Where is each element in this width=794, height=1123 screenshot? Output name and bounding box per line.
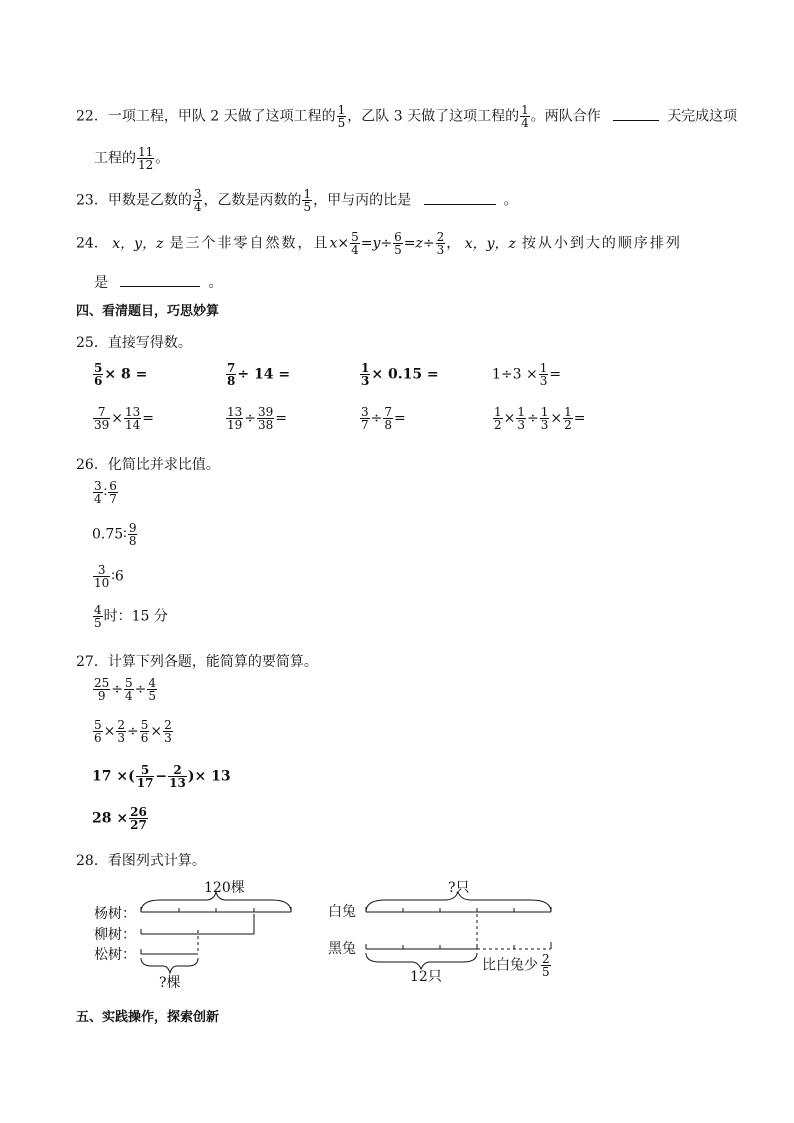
fraction: $\frac{1}{3}$: [540, 405, 549, 432]
fraction: $\frac{1}{5}$: [337, 103, 346, 130]
fraction: $\frac{5}{6}$: [94, 361, 103, 388]
fraction: $\frac{2}{3}$: [117, 718, 126, 745]
calc-item: 17 ×( $\frac{5}{17}$ − $\frac{2}{13}$ )× 13: [92, 763, 231, 790]
label-total-trees: 120棵: [204, 880, 245, 896]
fraction: $\frac{5}{4}$: [351, 230, 359, 257]
fraction: $\frac{1}{4}$: [521, 103, 529, 130]
fraction: $\frac{13}{19}$: [227, 405, 243, 432]
fraction: $\frac{3}{7}$: [361, 405, 369, 432]
question-22-line2: 工程的 $\frac{11}{12}$ 。: [94, 145, 170, 172]
label-black-rabbit: 黑兔: [328, 941, 356, 957]
fraction: $\frac{2}{13}$: [169, 763, 186, 790]
answer-blank[interactable]: [424, 192, 496, 205]
calc-item: 28 × $\frac{26}{27}$: [92, 805, 147, 832]
question-24: 24． x，y，z 是三个非零自然数，且x× $\frac{5}{4}$ =y÷ $\frac{6}{5}$ =z÷ $\frac{2}{3}$ ， x，y，z 按从小到大的顺序排列: [76, 230, 682, 257]
calc-item: $\frac{5}{6}$ × 8 =: [94, 361, 148, 388]
fraction: $\frac{1}{2}$: [494, 405, 502, 432]
fraction: $\frac{5}{6}$: [140, 718, 149, 745]
fraction: $\frac{1}{3}$: [517, 405, 526, 432]
fraction: $\frac{1}{5}$: [303, 187, 312, 214]
ratio-item: $\frac{3}{10}$ ∶6: [94, 563, 124, 590]
fraction: $\frac{1}{2}$: [564, 405, 572, 432]
section-5-heading: 五、实践操作，探索创新: [76, 1010, 220, 1025]
fraction: $\frac{3}{4}$: [94, 479, 102, 506]
label-unknown-trees: ?棵: [159, 975, 181, 991]
calc-item: $\frac{7}{39}$ × $\frac{13}{14}$ =: [94, 405, 155, 432]
ratio-item: 0.75∶ $\frac{9}{8}$: [92, 521, 137, 548]
label-liu: 柳树：: [94, 927, 136, 943]
fraction: $\frac{4}{5}$: [148, 676, 157, 703]
fraction: $\frac{5}{4}$: [125, 676, 133, 703]
calc-item: $\frac{13}{19}$ ÷ $\frac{39}{38}$ =: [227, 405, 288, 432]
fraction: $\frac{2}{3}$: [164, 718, 172, 745]
brace-bottom-left: [141, 958, 198, 973]
section-4-heading: 四、看清题目，巧思妙算: [76, 304, 220, 319]
fraction: $\frac{3}{10}$: [94, 563, 110, 590]
calc-item: $\frac{1}{2}$ × $\frac{1}{3}$ ÷ $\frac{1}{3}$ × $\frac{1}{2}$ =: [494, 405, 586, 432]
fraction: $\frac{39}{38}$: [258, 405, 274, 432]
fraction: $\frac{7}{39}$: [94, 405, 110, 432]
question-24-line2: 是 。: [94, 275, 223, 291]
fraction: $\frac{25}{9}$: [94, 676, 110, 703]
fraction: $\frac{6}{7}$: [109, 479, 117, 506]
calc-item: $\frac{25}{9}$ ÷ $\frac{5}{4}$ ÷ $\frac{4}{5}$: [94, 676, 157, 703]
calc-item: $\frac{1}{3}$ × 0.15 =: [361, 361, 439, 388]
fraction: $\frac{2}{5}$: [542, 952, 550, 979]
calc-item: $\frac{7}{8}$ ÷ 14 =: [227, 361, 291, 388]
fraction: $\frac{26}{27}$: [130, 805, 147, 832]
fraction: $\frac{7}{8}$: [384, 405, 393, 432]
calc-item: 1÷3 × $\frac{1}{3}$ =: [492, 361, 562, 388]
fraction: $\frac{13}{14}$: [125, 405, 141, 432]
label-yang: 杨树：: [94, 906, 136, 922]
label-less-than-white: 比白兔少 $\frac{2}{5}$: [482, 952, 550, 979]
fraction: $\frac{7}{8}$: [227, 361, 236, 388]
fraction: $\frac{3}{4}$: [193, 187, 202, 214]
fraction: $\frac{5}{6}$: [94, 718, 102, 745]
question-26-title: 26．化简比并求比值。: [76, 457, 220, 473]
question-28-title: 28．看图列式计算。: [76, 853, 206, 869]
fraction: $\frac{9}{8}$: [128, 521, 137, 548]
question-27-title: 27．计算下列各题，能简算的要简算。: [76, 654, 318, 670]
label-total-rabbits: ?只: [448, 880, 470, 896]
fraction: $\frac{1}{3}$: [539, 361, 548, 388]
fraction: $\frac{4}{5}$: [94, 603, 102, 630]
calc-item: $\frac{3}{7}$ ÷ $\frac{7}{8}$ =: [361, 405, 406, 432]
calc-item: $\frac{5}{6}$ × $\frac{2}{3}$ ÷ $\frac{5}{6}$ × $\frac{2}{3}$: [94, 718, 172, 745]
label-white-rabbit: 白兔: [328, 904, 356, 920]
fraction: $\frac{1}{3}$: [361, 361, 370, 388]
ratio-item: $\frac{3}{4}$ ∶ $\frac{6}{7}$: [94, 479, 117, 506]
answer-blank[interactable]: [120, 274, 200, 287]
question-23: 23．甲数是乙数的 $\frac{3}{4}$ ，乙数是丙数的 $\frac{1}{5}$ ，甲与丙的比是 。: [76, 187, 518, 214]
question-25-title: 25．直接写得数。: [76, 335, 192, 351]
fraction: $\frac{5}{17}$: [136, 763, 154, 790]
ratio-item: $\frac{4}{5}$ 时：15 分: [94, 603, 168, 630]
question-22: 22．一项工程，甲队 2 天做了这项工程的 $\frac{1}{5}$ ，乙队 3 天做了这项工程的 $\frac{1}{4}$ 。两队合作 天完成这项: [76, 103, 738, 130]
label-rabbit-count: 12只: [410, 969, 442, 985]
answer-blank[interactable]: [613, 108, 659, 121]
fraction: $\frac{6}{5}$: [394, 230, 402, 257]
fraction: $\frac{2}{3}$: [436, 230, 445, 257]
label-song: 松树：: [94, 947, 136, 963]
fraction: $\frac{11}{12}$: [138, 145, 154, 172]
